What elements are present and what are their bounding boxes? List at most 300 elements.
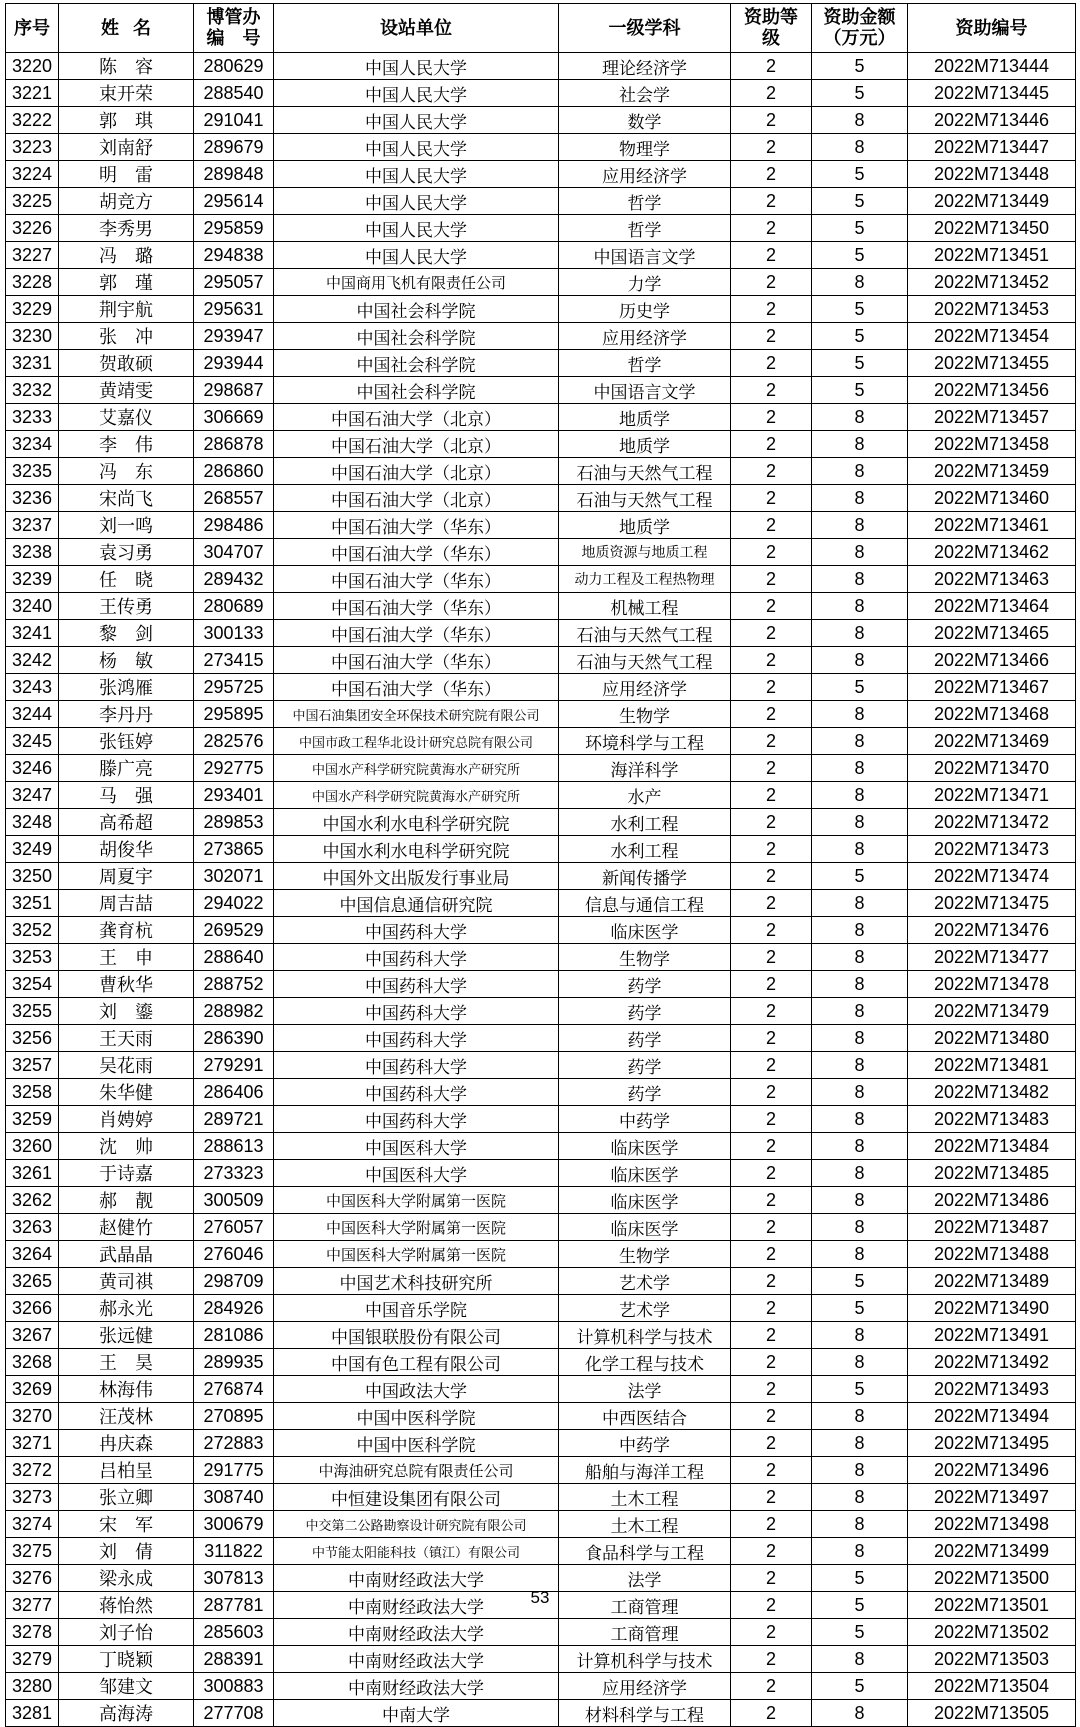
cell-level: 2 <box>731 1403 812 1430</box>
cell-name: 武晶晶 <box>59 1241 194 1268</box>
cell-name: 任晓 <box>59 566 194 593</box>
cell-name: 杨敏 <box>59 647 194 674</box>
cell-amount: 8 <box>812 107 908 134</box>
cell-name: 荆宇航 <box>59 296 194 323</box>
cell-unit: 中国政法大学 <box>274 1376 559 1403</box>
cell-subject: 中药学 <box>559 1430 731 1457</box>
cell-name: 蒋怡然 <box>59 1592 194 1619</box>
cell-level: 2 <box>731 1700 812 1727</box>
cell-amount: 8 <box>812 944 908 971</box>
table-row <box>6 161 1076 188</box>
cell-code: 2022M713452 <box>908 269 1076 296</box>
cell-name: 邹建文 <box>59 1673 194 1700</box>
cell-seq: 3239 <box>6 566 59 593</box>
cell-subject: 应用经济学 <box>559 323 731 350</box>
cell-level: 2 <box>731 728 812 755</box>
cell-bgb-id: 298709 <box>194 1268 274 1295</box>
cell-seq: 3256 <box>6 1025 59 1052</box>
cell-seq: 3248 <box>6 809 59 836</box>
cell-name: 于诗嘉 <box>59 1160 194 1187</box>
table-row <box>6 620 1076 647</box>
cell-subject: 临床医学 <box>559 1214 731 1241</box>
cell-seq: 3223 <box>6 134 59 161</box>
cell-bgb-id: 295725 <box>194 674 274 701</box>
cell-level: 2 <box>731 1025 812 1052</box>
cell-subject: 应用经济学 <box>559 161 731 188</box>
cell-amount: 8 <box>812 1457 908 1484</box>
cell-unit: 中南财经政法大学 <box>274 1565 559 1592</box>
cell-subject: 应用经济学 <box>559 674 731 701</box>
cell-name: 滕广亮 <box>59 755 194 782</box>
cell-subject: 计算机科学与技术 <box>559 1322 731 1349</box>
cell-bgb-id: 292775 <box>194 755 274 782</box>
cell-name: 冉庆森 <box>59 1430 194 1457</box>
cell-code: 2022M713505 <box>908 1700 1076 1727</box>
cell-amount: 8 <box>812 620 908 647</box>
cell-unit: 中国药科大学 <box>274 1079 559 1106</box>
table-row <box>6 1025 1076 1052</box>
header-code: 资助编号 <box>908 4 1076 53</box>
header-level-line2: 级 <box>762 28 780 49</box>
cell-amount: 5 <box>812 188 908 215</box>
cell-unit: 中国石油大学（华东） <box>274 593 559 620</box>
cell-seq: 3274 <box>6 1511 59 1538</box>
cell-subject: 土木工程 <box>559 1511 731 1538</box>
cell-unit: 中国石油大学（华东） <box>274 620 559 647</box>
table-row <box>6 1403 1076 1430</box>
cell-amount: 8 <box>812 1349 908 1376</box>
cell-seq: 3280 <box>6 1673 59 1700</box>
cell-subject: 中药学 <box>559 1106 731 1133</box>
cell-bgb-id: 277708 <box>194 1700 274 1727</box>
cell-bgb-id: 293401 <box>194 782 274 809</box>
cell-amount: 8 <box>812 1511 908 1538</box>
cell-subject: 工商管理 <box>559 1619 731 1646</box>
table-row <box>6 998 1076 1025</box>
cell-seq: 3232 <box>6 377 59 404</box>
table-row <box>6 1430 1076 1457</box>
table-row <box>6 782 1076 809</box>
cell-name: 沈帅 <box>59 1133 194 1160</box>
cell-bgb-id: 295057 <box>194 269 274 296</box>
cell-code: 2022M713494 <box>908 1403 1076 1430</box>
cell-name: 冯东 <box>59 458 194 485</box>
cell-name: 吴花雨 <box>59 1052 194 1079</box>
cell-amount: 8 <box>812 1484 908 1511</box>
cell-code: 2022M713490 <box>908 1295 1076 1322</box>
cell-subject: 物理学 <box>559 134 731 161</box>
cell-subject: 药学 <box>559 998 731 1025</box>
cell-level: 2 <box>731 1511 812 1538</box>
cell-name: 李伟 <box>59 431 194 458</box>
cell-name: 陈容 <box>59 53 194 80</box>
cell-seq: 3236 <box>6 485 59 512</box>
cell-unit: 中交第二公路勘察设计研究院有限公司 <box>274 1511 559 1538</box>
cell-name: 李丹丹 <box>59 701 194 728</box>
cell-code: 2022M713455 <box>908 350 1076 377</box>
cell-unit: 中国人民大学 <box>274 161 559 188</box>
cell-level: 2 <box>731 269 812 296</box>
cell-level: 2 <box>731 404 812 431</box>
cell-seq: 3247 <box>6 782 59 809</box>
cell-subject: 石油与天然气工程 <box>559 647 731 674</box>
cell-bgb-id: 276874 <box>194 1376 274 1403</box>
cell-code: 2022M713459 <box>908 458 1076 485</box>
cell-seq: 3242 <box>6 647 59 674</box>
cell-amount: 8 <box>812 1538 908 1565</box>
cell-level: 2 <box>731 1673 812 1700</box>
cell-amount: 8 <box>812 458 908 485</box>
cell-code: 2022M713480 <box>908 1025 1076 1052</box>
cell-name: 贺敢硕 <box>59 350 194 377</box>
funding-table <box>5 3 1076 1727</box>
cell-subject: 中国语言文学 <box>559 242 731 269</box>
cell-level: 2 <box>731 1133 812 1160</box>
cell-subject: 地质学 <box>559 404 731 431</box>
cell-unit: 中国银联股份有限公司 <box>274 1322 559 1349</box>
cell-amount: 8 <box>812 782 908 809</box>
cell-bgb-id: 288982 <box>194 998 274 1025</box>
header-amount-line2: （万元） <box>823 28 896 49</box>
cell-code: 2022M713458 <box>908 431 1076 458</box>
cell-seq: 3273 <box>6 1484 59 1511</box>
cell-level: 2 <box>731 1268 812 1295</box>
table-row <box>6 1673 1076 1700</box>
cell-unit: 中国医科大学附属第一医院 <box>274 1241 559 1268</box>
cell-level: 2 <box>731 944 812 971</box>
cell-name: 刘南舒 <box>59 134 194 161</box>
cell-name: 明雷 <box>59 161 194 188</box>
cell-unit: 中国药科大学 <box>274 998 559 1025</box>
cell-unit: 中国医科大学 <box>274 1133 559 1160</box>
cell-subject: 哲学 <box>559 188 731 215</box>
cell-code: 2022M713483 <box>908 1106 1076 1133</box>
cell-seq: 3231 <box>6 350 59 377</box>
cell-bgb-id: 295631 <box>194 296 274 323</box>
cell-bgb-id: 289432 <box>194 566 274 593</box>
cell-unit: 中国人民大学 <box>274 215 559 242</box>
cell-level: 2 <box>731 1619 812 1646</box>
cell-code: 2022M713478 <box>908 971 1076 998</box>
cell-subject: 历史学 <box>559 296 731 323</box>
cell-amount: 8 <box>812 1241 908 1268</box>
cell-bgb-id: 288540 <box>194 80 274 107</box>
table-row <box>6 188 1076 215</box>
cell-level: 2 <box>731 53 812 80</box>
cell-subject: 生物学 <box>559 701 731 728</box>
cell-name: 郝永光 <box>59 1295 194 1322</box>
cell-amount: 5 <box>812 215 908 242</box>
cell-bgb-id: 295614 <box>194 188 274 215</box>
cell-amount: 8 <box>812 512 908 539</box>
cell-unit: 中国石油集团安全环保技术研究院有限公司 <box>274 701 559 728</box>
cell-seq: 3259 <box>6 1106 59 1133</box>
cell-subject: 地质学 <box>559 431 731 458</box>
cell-seq: 3222 <box>6 107 59 134</box>
cell-unit: 中国药科大学 <box>274 944 559 971</box>
cell-name: 林海伟 <box>59 1376 194 1403</box>
cell-unit: 中国音乐学院 <box>274 1295 559 1322</box>
cell-level: 2 <box>731 323 812 350</box>
cell-level: 2 <box>731 620 812 647</box>
cell-bgb-id: 273865 <box>194 836 274 863</box>
cell-amount: 5 <box>812 1592 908 1619</box>
cell-amount: 8 <box>812 1133 908 1160</box>
cell-seq: 3257 <box>6 1052 59 1079</box>
table-row <box>6 1160 1076 1187</box>
table-row <box>6 890 1076 917</box>
cell-name: 周吉喆 <box>59 890 194 917</box>
cell-seq: 3281 <box>6 1700 59 1727</box>
table-row <box>6 809 1076 836</box>
cell-bgb-id: 289853 <box>194 809 274 836</box>
table-row <box>6 1376 1076 1403</box>
cell-unit: 中节能太阳能科技（镇江）有限公司 <box>274 1538 559 1565</box>
cell-amount: 8 <box>812 1322 908 1349</box>
cell-bgb-id: 270895 <box>194 1403 274 1430</box>
cell-bgb-id: 273415 <box>194 647 274 674</box>
cell-amount: 5 <box>812 377 908 404</box>
table-row <box>6 377 1076 404</box>
cell-code: 2022M713466 <box>908 647 1076 674</box>
cell-code: 2022M713448 <box>908 161 1076 188</box>
document-page <box>5 3 1076 1727</box>
cell-subject: 哲学 <box>559 350 731 377</box>
cell-level: 2 <box>731 1349 812 1376</box>
cell-bgb-id: 298486 <box>194 512 274 539</box>
table-row <box>6 647 1076 674</box>
cell-unit: 中国石油大学（华东） <box>274 674 559 701</box>
cell-bgb-id: 295895 <box>194 701 274 728</box>
cell-name: 曹秋华 <box>59 971 194 998</box>
table-row <box>6 1187 1076 1214</box>
cell-subject: 临床医学 <box>559 1160 731 1187</box>
cell-unit: 中国水产科学研究院黄海水产研究所 <box>274 755 559 782</box>
cell-amount: 5 <box>812 1376 908 1403</box>
cell-seq: 3243 <box>6 674 59 701</box>
cell-name: 刘倩 <box>59 1538 194 1565</box>
cell-level: 2 <box>731 512 812 539</box>
cell-amount: 8 <box>812 1025 908 1052</box>
cell-level: 2 <box>731 296 812 323</box>
cell-level: 2 <box>731 80 812 107</box>
table-row <box>6 728 1076 755</box>
cell-name: 龚育杭 <box>59 917 194 944</box>
cell-seq: 3237 <box>6 512 59 539</box>
cell-unit: 中国社会科学院 <box>274 323 559 350</box>
cell-level: 2 <box>731 1376 812 1403</box>
cell-subject: 社会学 <box>559 80 731 107</box>
cell-amount: 8 <box>812 1403 908 1430</box>
cell-level: 2 <box>731 188 812 215</box>
cell-unit: 中国石油大学（北京） <box>274 485 559 512</box>
table-row <box>6 1619 1076 1646</box>
cell-level: 2 <box>731 1565 812 1592</box>
cell-seq: 3266 <box>6 1295 59 1322</box>
cell-unit: 中国人民大学 <box>274 107 559 134</box>
cell-bgb-id: 293947 <box>194 323 274 350</box>
cell-amount: 8 <box>812 404 908 431</box>
table-row <box>6 215 1076 242</box>
cell-subject: 应用经济学 <box>559 1673 731 1700</box>
cell-subject: 材料科学与工程 <box>559 1700 731 1727</box>
cell-subject: 临床医学 <box>559 1133 731 1160</box>
cell-level: 2 <box>731 1430 812 1457</box>
cell-bgb-id: 276046 <box>194 1241 274 1268</box>
table-row <box>6 1079 1076 1106</box>
cell-bgb-id: 272883 <box>194 1430 274 1457</box>
table-row <box>6 1241 1076 1268</box>
cell-seq: 3241 <box>6 620 59 647</box>
cell-seq: 3238 <box>6 539 59 566</box>
header-level-line1: 资助等 <box>744 7 798 28</box>
cell-code: 2022M713487 <box>908 1214 1076 1241</box>
table-row <box>6 1322 1076 1349</box>
cell-subject: 地质学 <box>559 512 731 539</box>
cell-amount: 8 <box>812 971 908 998</box>
table-row <box>6 836 1076 863</box>
cell-name: 袁习勇 <box>59 539 194 566</box>
cell-seq: 3250 <box>6 863 59 890</box>
cell-code: 2022M713457 <box>908 404 1076 431</box>
cell-subject: 中国语言文学 <box>559 377 731 404</box>
cell-seq: 3258 <box>6 1079 59 1106</box>
cell-level: 2 <box>731 701 812 728</box>
cell-bgb-id: 288391 <box>194 1646 274 1673</box>
cell-unit: 中国人民大学 <box>274 188 559 215</box>
cell-level: 2 <box>731 1322 812 1349</box>
cell-code: 2022M713493 <box>908 1376 1076 1403</box>
cell-code: 2022M713488 <box>908 1241 1076 1268</box>
cell-code: 2022M713473 <box>908 836 1076 863</box>
cell-level: 2 <box>731 1592 812 1619</box>
cell-name: 胡俊华 <box>59 836 194 863</box>
cell-code: 2022M713502 <box>908 1619 1076 1646</box>
cell-unit: 中国药科大学 <box>274 1106 559 1133</box>
header-bgb-line1: 博管办 <box>206 7 261 28</box>
cell-code: 2022M713498 <box>908 1511 1076 1538</box>
cell-amount: 8 <box>812 836 908 863</box>
cell-level: 2 <box>731 458 812 485</box>
table-row <box>6 1484 1076 1511</box>
header-amount <box>812 4 908 53</box>
cell-level: 2 <box>731 1457 812 1484</box>
cell-subject: 艺术学 <box>559 1295 731 1322</box>
cell-seq: 3277 <box>6 1592 59 1619</box>
cell-amount: 5 <box>812 674 908 701</box>
cell-level: 2 <box>731 1538 812 1565</box>
cell-name: 朱华健 <box>59 1079 194 1106</box>
cell-name: 王传勇 <box>59 593 194 620</box>
table-row <box>6 512 1076 539</box>
cell-unit: 中国人民大学 <box>274 80 559 107</box>
table-row <box>6 134 1076 161</box>
cell-seq: 3235 <box>6 458 59 485</box>
table-row <box>6 323 1076 350</box>
cell-code: 2022M713492 <box>908 1349 1076 1376</box>
cell-unit: 中国石油大学（华东） <box>274 512 559 539</box>
cell-subject: 数学 <box>559 107 731 134</box>
table-row <box>6 458 1076 485</box>
cell-seq: 3267 <box>6 1322 59 1349</box>
cell-bgb-id: 295859 <box>194 215 274 242</box>
cell-bgb-id: 306669 <box>194 404 274 431</box>
header-bgb-id <box>194 4 274 53</box>
cell-unit: 中国医科大学附属第一医院 <box>274 1214 559 1241</box>
cell-unit: 中国人民大学 <box>274 53 559 80</box>
cell-code: 2022M713467 <box>908 674 1076 701</box>
cell-bgb-id: 279291 <box>194 1052 274 1079</box>
cell-unit: 中国市政工程华北设计研究总院有限公司 <box>274 728 559 755</box>
cell-seq: 3240 <box>6 593 59 620</box>
cell-level: 2 <box>731 1295 812 1322</box>
cell-name: 王天雨 <box>59 1025 194 1052</box>
cell-bgb-id: 289935 <box>194 1349 274 1376</box>
table-row <box>6 107 1076 134</box>
table-row <box>6 944 1076 971</box>
cell-code: 2022M713454 <box>908 323 1076 350</box>
cell-bgb-id: 288640 <box>194 944 274 971</box>
cell-code: 2022M713447 <box>908 134 1076 161</box>
cell-seq: 3221 <box>6 80 59 107</box>
cell-subject: 力学 <box>559 269 731 296</box>
cell-amount: 8 <box>812 1052 908 1079</box>
cell-name: 肖娉婷 <box>59 1106 194 1133</box>
cell-amount: 8 <box>812 809 908 836</box>
cell-bgb-id: 286878 <box>194 431 274 458</box>
cell-amount: 5 <box>812 161 908 188</box>
cell-level: 2 <box>731 566 812 593</box>
cell-amount: 5 <box>812 323 908 350</box>
cell-seq: 3279 <box>6 1646 59 1673</box>
cell-name: 吕柏呈 <box>59 1457 194 1484</box>
cell-name: 刘一鸣 <box>59 512 194 539</box>
cell-bgb-id: 285603 <box>194 1619 274 1646</box>
cell-code: 2022M713460 <box>908 485 1076 512</box>
cell-subject: 环境科学与工程 <box>559 728 731 755</box>
cell-subject: 哲学 <box>559 215 731 242</box>
cell-unit: 中国社会科学院 <box>274 296 559 323</box>
cell-amount: 8 <box>812 1214 908 1241</box>
table-row <box>6 755 1076 782</box>
cell-unit: 中国信息通信研究院 <box>274 890 559 917</box>
cell-unit: 中国药科大学 <box>274 1052 559 1079</box>
cell-subject: 临床医学 <box>559 1187 731 1214</box>
cell-unit: 中国医科大学附属第一医院 <box>274 1187 559 1214</box>
cell-unit: 中南财经政法大学 <box>274 1592 559 1619</box>
cell-unit: 中国社会科学院 <box>274 377 559 404</box>
cell-subject: 机械工程 <box>559 593 731 620</box>
cell-amount: 5 <box>812 350 908 377</box>
cell-subject: 石油与天然气工程 <box>559 485 731 512</box>
cell-amount: 5 <box>812 296 908 323</box>
cell-amount: 5 <box>812 1619 908 1646</box>
table-row <box>6 485 1076 512</box>
cell-code: 2022M713477 <box>908 944 1076 971</box>
table-row <box>6 80 1076 107</box>
cell-name: 张立卿 <box>59 1484 194 1511</box>
cell-name: 张钰婷 <box>59 728 194 755</box>
cell-name: 周夏宇 <box>59 863 194 890</box>
cell-code: 2022M713471 <box>908 782 1076 809</box>
cell-bgb-id: 286406 <box>194 1079 274 1106</box>
cell-subject: 临床医学 <box>559 917 731 944</box>
cell-amount: 8 <box>812 998 908 1025</box>
cell-code: 2022M713491 <box>908 1322 1076 1349</box>
cell-level: 2 <box>731 998 812 1025</box>
cell-subject: 工商管理 <box>559 1592 731 1619</box>
cell-seq: 3264 <box>6 1241 59 1268</box>
